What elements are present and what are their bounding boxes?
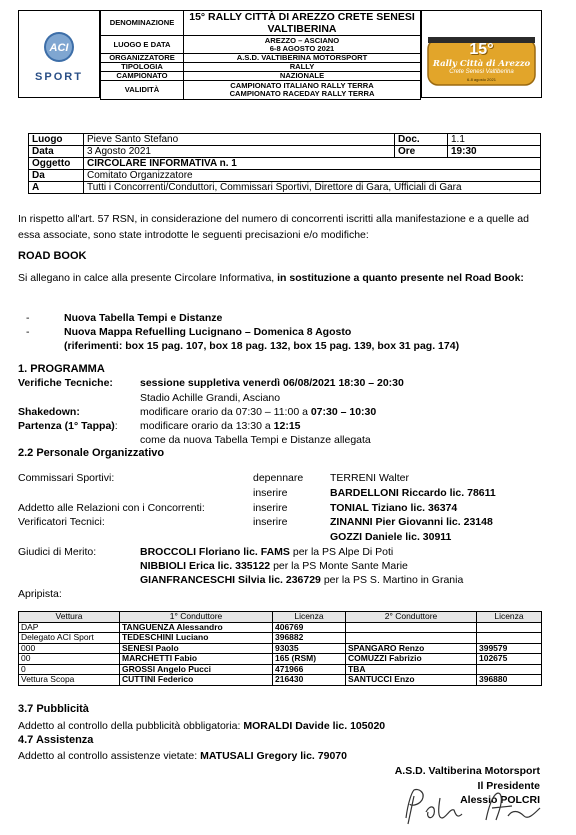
verificatori-action: inserire: [253, 516, 288, 528]
pubblicita-role: Addetto al controllo della pubblicità obbligatoria:: [18, 720, 241, 732]
table-cell: [346, 633, 477, 644]
signature-role: Il Presidente: [477, 780, 540, 792]
signature-name: Alessio POLCRI: [460, 794, 540, 806]
table-cell: DAP: [19, 622, 120, 633]
info-subject: CIRCOLARE INFORMATIVA n. 1: [84, 158, 541, 170]
programma-title: 1. PROGRAMMA: [18, 363, 105, 375]
table-cell: MARCHETTI Fabio: [120, 654, 273, 665]
badge-title: Rally Città di Arezzo: [432, 59, 531, 69]
aci-logo-icon: [19, 11, 99, 97]
roadbook-text: [18, 271, 538, 286]
info-time: 19:30: [448, 146, 541, 158]
table-cell: Delegato ACI Sport: [19, 633, 120, 644]
roadbook-title: ROAD BOOK: [18, 250, 87, 262]
table-cell: [346, 622, 477, 633]
giudice-name: GIANFRANCESCHI Silvia lic. 236729: [140, 574, 321, 586]
info-label: Doc.: [395, 134, 448, 146]
partenza-value: [140, 419, 301, 433]
giudice-row: [140, 545, 393, 559]
col-header: Vettura: [19, 612, 120, 623]
table-cell: 471966: [273, 664, 346, 675]
event-type: RALLY: [184, 63, 421, 72]
table-row: [19, 654, 542, 665]
badge-number: 15°: [469, 41, 494, 58]
header-label: CAMPIONATO: [101, 72, 184, 81]
roadbook-bullet-dash: -: [26, 326, 30, 338]
pubblicita-title: 3.7 Pubblicità: [18, 703, 89, 715]
giudice-row: [140, 559, 408, 573]
table-row: [19, 622, 542, 633]
header-label: ORGANIZZATORE: [101, 54, 184, 63]
verificatori-name: ZINANNI Pier Giovanni lic. 23148: [330, 516, 493, 528]
col-header: 1° Conduttore: [120, 612, 273, 623]
giudice-stage: per la PS S. Martino in Grania: [323, 574, 464, 586]
event-validity: CAMPIONATO ITALIANO RALLY TERRA CAMPIONATO RACEDAY RALLY TERRA: [184, 81, 421, 100]
roadbook-bullet: Nuova Mappa Refuelling Lucignano – Domenica 8 Agosto: [64, 326, 352, 338]
partenza-label: [18, 419, 118, 433]
table-cell: 00: [19, 654, 120, 665]
giudice-name: BROCCOLI Floriano lic. FAMS: [140, 546, 290, 558]
table-cell: 216430: [273, 675, 346, 686]
partenza-text: modificare orario da 13:30 a: [140, 420, 271, 432]
table-cell: COMUZZI Fabrizio: [346, 654, 477, 665]
table-cell: SENESI Paolo: [120, 643, 273, 654]
addetto-name: TONIAL Tiziano lic. 36374: [330, 502, 458, 514]
table-cell: SANTUCCI Enzo: [346, 675, 477, 686]
header-label: LUOGO E DATA: [101, 36, 184, 54]
event-championship: NAZIONALE: [184, 72, 421, 81]
partenza-colon: :: [114, 420, 118, 432]
table-row: [19, 633, 542, 644]
assistenza-name: MATUSALI Gregory lic. 79070: [200, 750, 347, 762]
header-label: DENOMINAZIONE: [101, 11, 184, 36]
table-cell: 165 (RSM): [273, 654, 346, 665]
partenza-note: come da nuova Tabella Tempi e Distanze allegata: [140, 434, 371, 446]
event-name: 15° RALLY CITTÀ DI AREZZO CRETE SENESI VALTIBERINA: [184, 11, 421, 36]
intro-paragraph: In rispetto all'art. 57 RSN, in considerazione del numero di concorrenti iscritti alla manifestazione e a quelle ad essa associate, sono state introdotte le seguenti precisazioni e/o modifiche:: [18, 213, 529, 241]
table-cell: [477, 633, 542, 644]
verifiche-label: Verifiche Tecniche:: [18, 377, 113, 389]
info-to: Tutti i Concorrenti/Conduttori, Commissari Sportivi, Direttore di Gara, Ufficiali di Gara: [84, 182, 541, 194]
table-cell: [477, 622, 542, 633]
commissari-label: Commissari Sportivi:: [18, 472, 115, 484]
signature-org: A.S.D. Valtiberina Motorsport: [394, 765, 540, 777]
aci-logo-text: SPORT: [35, 71, 83, 83]
shakedown-label: Shakedown:: [18, 406, 80, 418]
table-cell: CUTTINI Federico: [120, 675, 273, 686]
table-cell: 406769: [273, 622, 346, 633]
info-label: Oggetto: [29, 158, 84, 170]
info-from: Comitato Organizzatore: [84, 170, 541, 182]
header-label: TIPOLOGIA: [101, 63, 184, 72]
info-date: 3 Agosto 2021: [84, 146, 395, 158]
roadbook-references: (riferimenti: box 15 pag. 107, box 18 pag. 132, box 15 pag. 139, box 31 pag. 174): [64, 340, 460, 352]
assistenza-role: Addetto al controllo assistenze vietate:: [18, 750, 198, 762]
giudice-row: [140, 573, 463, 587]
info-label: A: [29, 182, 84, 194]
shakedown-time: 07:30 – 10:30: [310, 406, 377, 418]
event-organizer: A.S.D. VALTIBERINA MOTORSPORT: [184, 54, 421, 63]
table-header-row: [19, 612, 542, 623]
handwritten-signature-icon: [400, 780, 550, 830]
info-label: Luogo: [29, 134, 84, 146]
shakedown-text: modificare orario da 07:30 – 11:00 a: [140, 406, 308, 418]
info-place: Pieve Santo Stefano: [84, 134, 395, 146]
table-cell: Vettura Scopa: [19, 675, 120, 686]
table-cell: GROSSI Angelo Pucci: [120, 664, 273, 675]
personale-title: 2.2 Personale Organizzativo: [18, 447, 165, 459]
table-cell: 000: [19, 643, 120, 654]
table-cell: TEDESCHINI Luciano: [120, 633, 273, 644]
info-label: Data: [29, 146, 84, 158]
aci-sport-logo: [18, 10, 100, 98]
event-header-table: [100, 10, 421, 100]
table-cell: [477, 664, 542, 675]
col-header: 2° Conduttore: [346, 612, 477, 623]
table-cell: 93035: [273, 643, 346, 654]
apripista-label: Apripista:: [18, 588, 62, 600]
badge-dates: 6-8 agosto 2021: [467, 77, 496, 82]
assistenza-text: [18, 749, 347, 763]
table-row: [19, 675, 542, 686]
table-cell: 399579: [477, 643, 542, 654]
verifiche-place: Stadio Achille Grandi, Asciano: [140, 392, 281, 404]
info-label: Ore: [395, 146, 448, 158]
rally-badge-logo: [421, 10, 542, 98]
assistenza-title: 4.7 Assistenza: [18, 734, 94, 746]
verificatori-label: Verificatori Tecnici:: [18, 516, 105, 528]
giudice-name: NIBBIOLI Erica lic. 335122: [140, 560, 271, 572]
shakedown-value: [140, 405, 376, 419]
commissari-action: inserire: [253, 487, 288, 499]
table-cell: SPANGARO Renzo: [346, 643, 477, 654]
table-row: [19, 643, 542, 654]
table-cell: 0: [19, 664, 120, 675]
verificatori-name: GOZZI Daniele lic. 30911: [330, 531, 452, 543]
pubblicita-text: [18, 719, 385, 733]
table-cell: 102675: [477, 654, 542, 665]
addetto-action: inserire: [253, 502, 288, 514]
header-label: VALIDITÀ: [101, 81, 184, 100]
commissari-name: TERRENI Walter: [330, 472, 409, 484]
col-header: Licenza: [273, 612, 346, 623]
info-doc-number: 1.1: [448, 134, 541, 146]
partenza-label-text: Partenza (1° Tappa): [18, 420, 115, 432]
table-row: [19, 664, 542, 675]
table-cell: 396880: [477, 675, 542, 686]
table-cell: TBA: [346, 664, 477, 675]
info-label: Da: [29, 170, 84, 182]
verifiche-value: sessione suppletiva venerdì 06/08/2021 18:30 – 20:30: [140, 377, 404, 389]
addetto-label: Addetto alle Relazioni con i Concorrenti:: [18, 502, 205, 514]
badge-subtitle: Crete Senesi Valtiberina: [449, 69, 514, 75]
table-cell: 396882: [273, 633, 346, 644]
roadbook-bullet: Nuova Tabella Tempi e Distanze: [64, 312, 223, 324]
commissari-action: depennare: [253, 472, 304, 484]
table-cell: TANGUENZA Alessandro: [120, 622, 273, 633]
event-place-date: AREZZO – ASCIANO 6-8 AGOSTO 2021: [184, 36, 421, 54]
giudici-label: Giudici di Merito:: [18, 546, 97, 558]
partenza-time: 12:15: [273, 420, 301, 432]
circular-info-table: [28, 133, 541, 194]
giudice-stage: per la PS Alpe Di Poti: [292, 546, 394, 558]
roadbook-text-normal: Si allegano in calce alla presente Circolare Informativa,: [18, 272, 275, 284]
pubblicita-name: MORALDI Davide lic. 105020: [243, 720, 386, 732]
giudice-stage: per la PS Monte Sante Marie: [273, 560, 408, 572]
roadbook-bullet-dash: -: [26, 312, 30, 324]
col-header: Licenza: [477, 612, 542, 623]
commissari-name: BARDELLONI Riccardo lic. 78611: [330, 487, 496, 499]
roadbook-text-bold: in sostituzione a quanto presente nel Road Book:: [277, 272, 524, 284]
aci-logo-mark: ACI: [49, 42, 69, 54]
apripista-table: [18, 611, 542, 686]
